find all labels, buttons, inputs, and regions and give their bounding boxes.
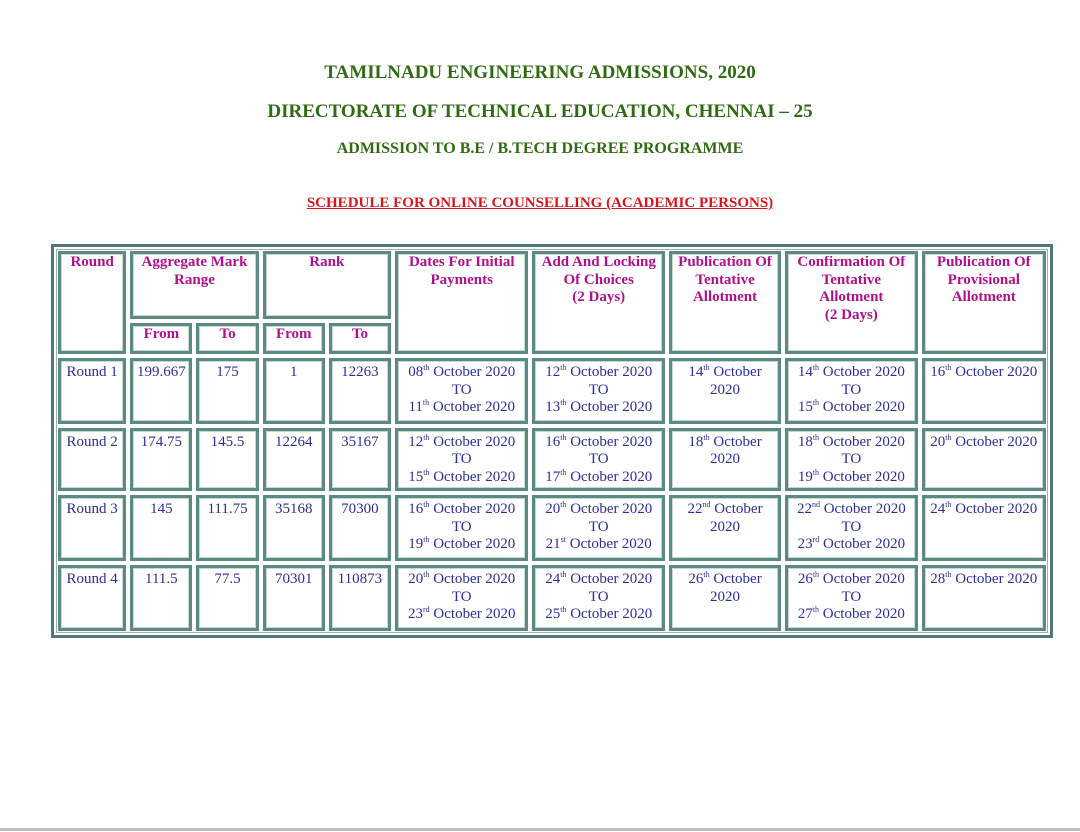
date-suffix: th bbox=[560, 570, 567, 580]
range-to: TO bbox=[841, 518, 862, 535]
month-year: October 2020 bbox=[433, 571, 516, 588]
rank-to-cell: 35167 bbox=[329, 428, 391, 492]
month-year: October 2020 bbox=[570, 433, 653, 450]
month-year: October 2020 bbox=[955, 433, 1038, 450]
add-locking-cell bbox=[532, 428, 665, 492]
date-day: 11 bbox=[408, 399, 423, 415]
date-day: 23 bbox=[407, 606, 423, 623]
table-row bbox=[58, 358, 1046, 424]
confirmation-cell bbox=[785, 565, 918, 631]
table-row bbox=[58, 428, 1046, 492]
month-year: October 2020 bbox=[710, 364, 762, 398]
month-year: October 2020 bbox=[955, 364, 1038, 380]
month-year: October 2020 bbox=[570, 606, 653, 623]
date-suffix: th bbox=[422, 398, 430, 407]
month-year: October 2020 bbox=[433, 433, 516, 450]
aggregate-to-cell: 175 bbox=[196, 358, 258, 424]
aggregate-from-cell: 145 bbox=[130, 495, 192, 561]
month-year: October 2020 bbox=[710, 501, 763, 535]
confirmation-cell bbox=[785, 428, 918, 492]
title-programme: ADMISSION TO B.E / B.TECH DEGREE PROGRAMME bbox=[336, 140, 744, 157]
initial-payment-cell bbox=[395, 428, 529, 492]
header-add-locking bbox=[532, 251, 665, 354]
header-confirmation-days: (2 Days) bbox=[824, 306, 878, 323]
month-year: October 2020 bbox=[433, 536, 516, 553]
date-day: 13 bbox=[545, 399, 561, 415]
date-day: 27 bbox=[797, 606, 813, 623]
date-day: 19 bbox=[797, 468, 813, 485]
month-year: October 2020 bbox=[432, 399, 515, 415]
range-to: TO bbox=[841, 451, 862, 468]
date-suffix: nd bbox=[702, 500, 711, 510]
date-suffix: th bbox=[703, 570, 710, 580]
header-aggregate-to: To bbox=[196, 323, 258, 354]
tentative-allotment-cell bbox=[669, 428, 781, 492]
month-year: October 2020 bbox=[710, 571, 762, 605]
date-suffix: th bbox=[812, 432, 820, 442]
initial-payment-cell bbox=[395, 495, 529, 561]
date-suffix: th bbox=[812, 363, 820, 372]
aggregate-to-cell: 145.5 bbox=[196, 428, 258, 492]
round-cell: Round 4 bbox=[58, 565, 126, 631]
month-year: October 2020 bbox=[822, 468, 905, 485]
date-day: 25 bbox=[545, 606, 561, 623]
date-suffix: th bbox=[945, 500, 952, 510]
date-day: 21 bbox=[545, 536, 561, 553]
page-bottom-border bbox=[0, 828, 1080, 831]
month-year: October 2020 bbox=[822, 399, 905, 415]
rank-from-cell: 70301 bbox=[263, 565, 325, 631]
round-cell: Round 2 bbox=[58, 428, 126, 492]
date-suffix: nd bbox=[811, 500, 820, 510]
month-year: October 2020 bbox=[570, 468, 653, 485]
date-day: 26 bbox=[797, 571, 813, 588]
date-day: 16 bbox=[408, 501, 424, 518]
date-day: 15 bbox=[408, 468, 424, 485]
month-year: October 2020 bbox=[822, 364, 905, 380]
header-publication-provisional: Publication Of Provisional Allotment bbox=[922, 251, 1046, 354]
date-suffix: th bbox=[812, 398, 820, 407]
round-cell: Round 1 bbox=[58, 358, 126, 424]
date-suffix: th bbox=[560, 500, 567, 510]
range-to: TO bbox=[451, 518, 472, 535]
header-add-locking-label: Add And Locking Of Choices bbox=[541, 254, 656, 288]
date-suffix: th bbox=[423, 363, 430, 372]
aggregate-from-cell: 174.75 bbox=[130, 428, 192, 492]
date-suffix: rd bbox=[812, 535, 820, 545]
rank-to-cell: 110873 bbox=[329, 565, 391, 631]
date-day: 12 bbox=[545, 364, 561, 380]
date-day: 19 bbox=[408, 536, 424, 553]
confirmation-cell bbox=[785, 358, 918, 424]
rank-from-cell: 1 bbox=[263, 358, 325, 424]
month-year: October 2020 bbox=[433, 468, 516, 485]
add-locking-cell bbox=[532, 565, 665, 631]
date-day: 24 bbox=[930, 501, 946, 518]
date-suffix: th bbox=[560, 432, 567, 442]
month-year: October 2020 bbox=[823, 536, 906, 553]
header-rank: Rank bbox=[263, 251, 391, 319]
date-suffix: th bbox=[812, 605, 820, 615]
counselling-schedule-table bbox=[51, 244, 1053, 638]
month-year: October 2020 bbox=[433, 364, 516, 380]
range-to: TO bbox=[588, 381, 609, 398]
aggregate-to-cell: 77.5 bbox=[196, 565, 258, 631]
header-publication-tentative: Publication Of Tentative Allotment bbox=[669, 251, 781, 354]
range-to: TO bbox=[451, 588, 472, 605]
schedule-title: SCHEDULE FOR ONLINE COUNSELLING (ACADEMIC PERSONS) bbox=[306, 195, 774, 211]
date-suffix: th bbox=[560, 398, 567, 407]
date-day: 20 bbox=[408, 571, 424, 588]
date-suffix: th bbox=[812, 467, 820, 477]
tentative-allotment-cell bbox=[669, 358, 781, 424]
month-year: October 2020 bbox=[570, 501, 653, 518]
header-round: Round bbox=[58, 251, 126, 354]
rank-to-cell: 70300 bbox=[329, 495, 391, 561]
date-day: 20 bbox=[545, 501, 561, 518]
date-day: 28 bbox=[930, 571, 946, 588]
date-suffix: st bbox=[560, 535, 566, 545]
date-day: 16 bbox=[930, 364, 946, 380]
month-year: October 2020 bbox=[955, 501, 1038, 518]
range-to: TO bbox=[451, 381, 472, 398]
month-year: October 2020 bbox=[822, 606, 905, 623]
range-to: TO bbox=[451, 451, 472, 468]
round-cell: Round 3 bbox=[58, 495, 126, 561]
month-year: October 2020 bbox=[433, 606, 516, 623]
range-to: TO bbox=[588, 451, 609, 468]
date-day: 20 bbox=[930, 433, 946, 450]
date-day: 08 bbox=[408, 364, 424, 380]
date-suffix: th bbox=[945, 432, 952, 442]
schedule-body bbox=[58, 358, 1046, 631]
title-admissions: TAMILNADU ENGINEERING ADMISSIONS, 2020 bbox=[324, 62, 756, 83]
provisional-allotment-cell bbox=[922, 565, 1046, 631]
month-year: October 2020 bbox=[569, 536, 652, 553]
provisional-allotment-cell bbox=[922, 428, 1046, 492]
initial-payment-cell bbox=[395, 358, 529, 424]
provisional-allotment-cell bbox=[922, 358, 1046, 424]
aggregate-from-cell: 111.5 bbox=[130, 565, 192, 631]
header-rank-from: From bbox=[263, 323, 325, 354]
date-suffix: th bbox=[560, 605, 567, 615]
date-suffix: th bbox=[812, 570, 820, 580]
title-directorate: DIRECTORATE OF TECHNICAL EDUCATION, CHENNAI – 25 bbox=[267, 101, 813, 122]
header-add-locking-days: (2 Days) bbox=[572, 289, 626, 305]
range-to: TO bbox=[588, 518, 609, 535]
tentative-allotment-cell bbox=[669, 565, 781, 631]
date-day: 18 bbox=[797, 433, 813, 450]
date-day: 22 bbox=[796, 501, 812, 518]
add-locking-cell bbox=[532, 358, 665, 424]
date-suffix: th bbox=[703, 432, 710, 442]
month-year: October 2020 bbox=[570, 399, 653, 415]
table-row bbox=[58, 495, 1046, 561]
date-suffix: th bbox=[945, 363, 952, 372]
date-day: 22 bbox=[687, 501, 703, 518]
month-year: October 2020 bbox=[823, 501, 906, 518]
table-row bbox=[58, 565, 1046, 631]
date-suffix: th bbox=[560, 363, 567, 372]
confirmation-cell bbox=[785, 495, 918, 561]
header-confirmation-label: Confirmation Of Tentative Allotment bbox=[797, 254, 906, 305]
date-suffix: th bbox=[423, 500, 430, 510]
month-year: October 2020 bbox=[710, 433, 762, 468]
header-rank-to: To bbox=[329, 323, 391, 354]
range-to: TO bbox=[588, 588, 609, 605]
date-day: 26 bbox=[688, 571, 704, 588]
month-year: October 2020 bbox=[822, 433, 905, 450]
rank-to-cell: 12263 bbox=[329, 358, 391, 424]
date-suffix: th bbox=[703, 363, 710, 372]
rank-from-cell: 35168 bbox=[263, 495, 325, 561]
date-day: 15 bbox=[797, 399, 813, 415]
month-year: October 2020 bbox=[955, 571, 1038, 588]
date-day: 23 bbox=[797, 536, 813, 553]
month-year: October 2020 bbox=[570, 571, 653, 588]
date-day: 17 bbox=[545, 468, 561, 485]
date-suffix: th bbox=[423, 467, 430, 477]
date-suffix: th bbox=[423, 535, 430, 545]
date-suffix: th bbox=[560, 467, 567, 477]
month-year: October 2020 bbox=[822, 571, 905, 588]
date-day: 18 bbox=[688, 433, 704, 450]
date-day: 14 bbox=[797, 364, 813, 380]
range-to: TO bbox=[841, 588, 862, 605]
date-day: 14 bbox=[688, 364, 704, 380]
header-initial-payments: Dates For Initial Payments bbox=[395, 251, 529, 354]
date-day: 24 bbox=[545, 571, 561, 588]
provisional-allotment-cell bbox=[922, 495, 1046, 561]
date-suffix: rd bbox=[422, 605, 430, 615]
add-locking-cell bbox=[532, 495, 665, 561]
tentative-allotment-cell bbox=[669, 495, 781, 561]
aggregate-from-cell: 199.667 bbox=[130, 358, 192, 424]
date-day: 12 bbox=[408, 433, 424, 450]
month-year: October 2020 bbox=[570, 364, 653, 380]
aggregate-to-cell: 111.75 bbox=[196, 495, 258, 561]
rank-from-cell: 12264 bbox=[263, 428, 325, 492]
date-suffix: th bbox=[423, 432, 430, 442]
initial-payment-cell bbox=[395, 565, 529, 631]
date-suffix: th bbox=[423, 570, 430, 580]
range-to: TO bbox=[841, 381, 862, 398]
header-confirmation-tentative bbox=[785, 251, 918, 354]
header-aggregate-from: From bbox=[130, 323, 192, 354]
month-year: October 2020 bbox=[433, 501, 516, 518]
date-suffix: th bbox=[945, 570, 952, 580]
header-aggregate-mark-range: Aggregate Mark Range bbox=[130, 251, 258, 319]
date-day: 16 bbox=[545, 433, 561, 450]
